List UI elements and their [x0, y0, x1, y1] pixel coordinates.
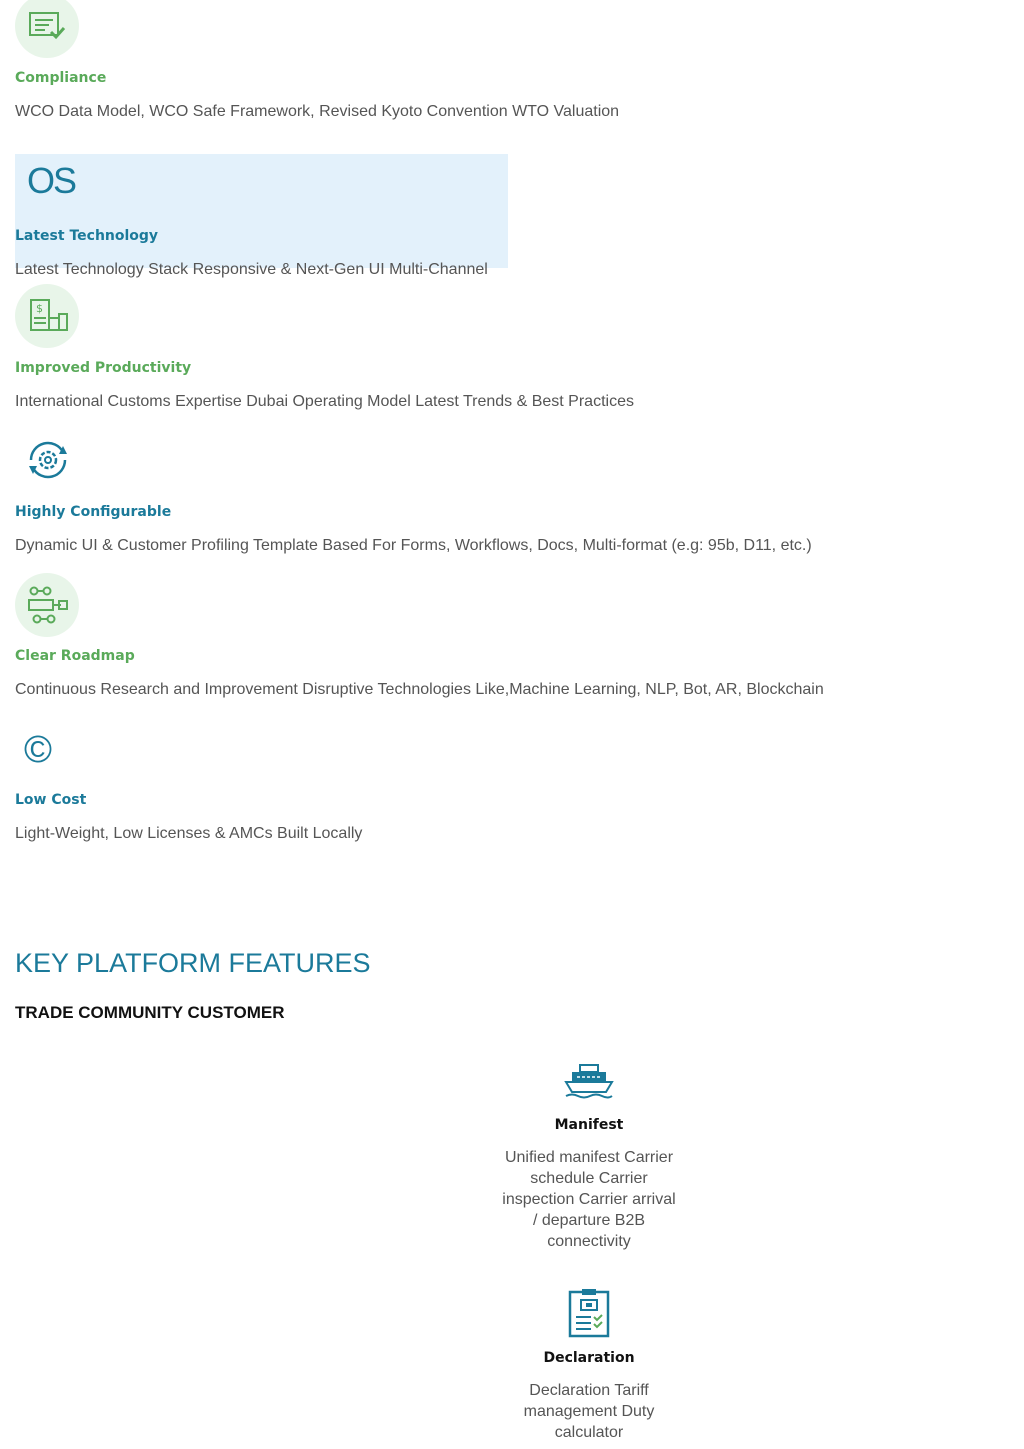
svg-text:$: $	[36, 302, 43, 315]
checklist-icon	[15, 0, 79, 58]
feature-title-low-cost: Low Cost	[15, 792, 87, 808]
card-title-declaration: Declaration	[543, 1350, 635, 1366]
feature-desc-clear-roadmap: Continuous Research and Improvement Disruptive Technologies Like,Machine Learning, NLP, Bot, AR, Blockchain	[15, 681, 824, 698]
feature-title-compliance: Compliance	[15, 70, 107, 86]
feature-title-clear-roadmap: Clear Roadmap	[15, 648, 135, 664]
feature-title-highly-configurable: Highly Configurable	[15, 504, 172, 520]
card-manifest	[489, 1063, 689, 1252]
os-logo-icon: OS	[27, 160, 76, 201]
feature-desc-improved-productivity: International Customs Expertise Dubai Operating Model Latest Trends & Best Practices	[15, 393, 634, 410]
feature-desc-latest-technology: Latest Technology Stack Responsive & Next-Gen UI Multi-Channel	[15, 261, 488, 278]
gear-cycle-icon	[25, 440, 71, 485]
section-title: KEY PLATFORM FEATURES	[15, 948, 371, 978]
feature-highlight-latest-technology	[15, 154, 508, 268]
productivity-icon	[15, 284, 79, 348]
feature-desc-highly-configurable: Dynamic UI & Customer Profiling Template Based For Forms, Workflows, Docs, Multi-format (e.g: 95b, D11, etc.)	[15, 537, 812, 554]
copyright-icon: ©	[24, 729, 52, 771]
section-subtitle: TRADE COMMUNITY CUSTOMER	[15, 1003, 285, 1022]
feature-desc-low-cost: Light-Weight, Low Licenses & AMCs Built Locally	[15, 825, 363, 842]
feature-title-improved-productivity: Improved Productivity	[15, 360, 192, 376]
roadmap-icon	[15, 573, 79, 637]
feature-title-latest-technology: Latest Technology	[15, 228, 159, 244]
ship-icon	[489, 1063, 689, 1101]
card-desc-declaration: Declaration Tariff management Duty calculator	[523, 1382, 655, 1441]
card-title-manifest: Manifest	[554, 1117, 624, 1133]
feature-desc-compliance: WCO Data Model, WCO Safe Framework, Revised Kyoto Convention WTO Valuation	[15, 103, 620, 120]
card-declaration	[489, 1288, 689, 1443]
card-desc-manifest: Unified manifest Carrier schedule Carrier inspection Carrier arrival / departure B2B connectivity	[502, 1149, 676, 1250]
clipboard-icon	[489, 1288, 689, 1340]
